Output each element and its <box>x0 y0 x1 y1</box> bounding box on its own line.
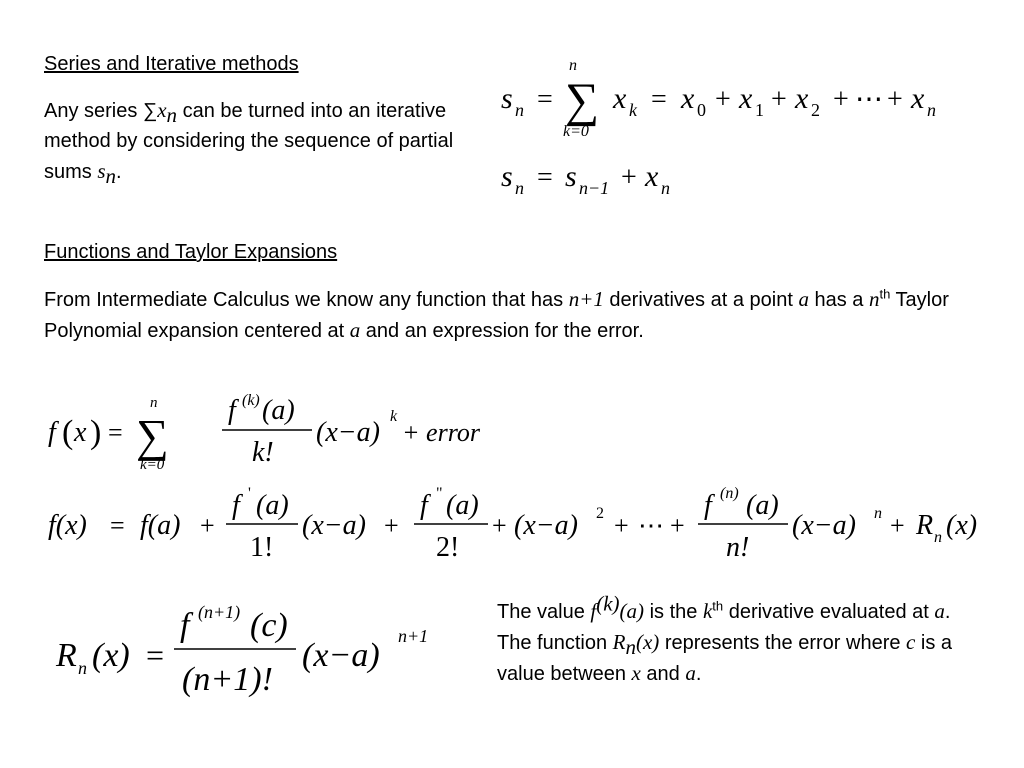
eq-symbol: s <box>501 82 513 115</box>
sup-k: (k) <box>596 591 620 616</box>
eq-symbol: f(a) <box>140 510 181 541</box>
series-paragraph <box>44 95 469 187</box>
sup-th: th <box>712 598 724 614</box>
eq-superscript: k <box>390 408 398 425</box>
eq-symbol: s <box>565 160 577 193</box>
eq-symbol: f <box>704 490 712 521</box>
sub-n: n <box>105 164 117 188</box>
eq-operator: + <box>614 511 629 540</box>
eq-subscript: n <box>78 658 87 678</box>
eq-symbol: R <box>916 510 934 541</box>
var-a: a <box>934 599 945 623</box>
eq-superscript: n <box>874 505 882 522</box>
eq-operator: = <box>537 162 553 193</box>
eq-symbol: x <box>739 82 753 115</box>
eq-paren: ( <box>62 414 74 451</box>
eq-operator: + <box>887 84 903 115</box>
eq-symbol: n! <box>726 532 750 563</box>
var-k: k <box>702 599 713 623</box>
eq-subscript: 0 <box>697 100 706 120</box>
eq-symbol: f(x) <box>48 510 87 541</box>
eq-symbol: (x−a) <box>302 637 380 674</box>
eq-subscript: n <box>515 178 524 198</box>
text: derivative evaluated at <box>723 601 935 623</box>
eq-symbol: (x−a) <box>302 510 366 541</box>
heading-series-iterative: Series and Iterative methods <box>44 53 299 75</box>
eq-subscript: 2 <box>811 100 820 120</box>
eq-subscript: n <box>927 100 936 120</box>
eq-symbol: 1! <box>250 532 274 563</box>
eq-paren: ) <box>90 414 102 451</box>
eq-symbol: f <box>232 490 240 521</box>
text: The value <box>497 601 591 623</box>
text: is a value between <box>497 632 953 685</box>
var-x: x <box>631 661 641 685</box>
eq-symbol: (a) <box>262 395 295 426</box>
eq-operator: + <box>670 511 685 540</box>
text: represents the error where <box>659 632 907 654</box>
equation-recurrence <box>495 150 715 200</box>
var-n-plus-1: n+1 <box>568 287 604 311</box>
var-x: x <box>157 98 167 122</box>
equation-taylor-expanded <box>44 482 994 572</box>
eq-symbol: x <box>911 82 925 115</box>
eq-symbol: + error <box>402 418 480 447</box>
eq-symbol: (x−a) <box>316 417 380 448</box>
eq-symbol: x <box>613 82 627 115</box>
eq-operator: + <box>200 511 215 540</box>
eq-symbol: R <box>56 637 77 674</box>
equation-remainder <box>52 594 452 709</box>
text: . <box>116 161 122 183</box>
text: From Intermediate Calculus we know any function that has <box>44 289 569 311</box>
eq-operator: = <box>537 84 553 115</box>
taylor-paragraph <box>44 284 984 346</box>
sum-lower-limit: k=0 <box>140 457 165 473</box>
eq-operator: = <box>651 84 667 115</box>
eq-subscript: n <box>661 178 670 198</box>
sum-sigma: ∑ <box>136 410 169 461</box>
eq-operator: + <box>384 511 399 540</box>
eq-symbol: f <box>228 395 236 426</box>
eq-symbol: x <box>681 82 695 115</box>
eq-symbol: (x) <box>92 637 130 674</box>
eq-operator: = <box>110 511 125 540</box>
sum-upper-limit: n <box>150 395 158 411</box>
eq-operator: + <box>621 162 637 193</box>
eq-superscript: n+1 <box>398 626 429 646</box>
var-a: a <box>349 318 361 342</box>
eq-dots: ⋯ <box>855 84 883 115</box>
eq-dots: ⋯ <box>638 511 664 540</box>
var-a: a <box>685 661 696 685</box>
eq-subscript: n <box>934 529 942 546</box>
eq-subscript: k <box>629 100 637 120</box>
text: is the <box>644 601 703 623</box>
eq-operator: = <box>146 637 165 673</box>
eq-symbol: f <box>420 490 428 521</box>
eq-symbol: x <box>795 82 809 115</box>
heading-taylor-expansions: Functions and Taylor Expansions <box>44 241 338 263</box>
text: . <box>695 663 702 685</box>
eq-symbol: (c) <box>250 607 288 644</box>
var-s: s <box>97 159 106 183</box>
text: and an expression for the error. <box>360 320 644 342</box>
eq-symbol: (x) <box>946 510 978 541</box>
var-a: (a) <box>619 599 645 623</box>
text: can be turned into an iterative method by considering the sequence of partial sums <box>44 100 454 183</box>
sum-symbol: ∑ <box>142 100 158 122</box>
eq-superscript: " <box>436 485 443 502</box>
equation-partial-sum <box>495 48 975 148</box>
eq-subscript: n <box>515 100 524 120</box>
eq-subscript: n−1 <box>579 178 610 198</box>
eq-operator: + <box>833 84 849 115</box>
text: Taylor Polynomial expansion centered at <box>44 289 949 342</box>
text: has a <box>808 289 869 311</box>
eq-superscript: 2 <box>596 505 604 522</box>
eq-symbol: f <box>180 607 190 644</box>
sub-n: n <box>625 635 636 659</box>
eq-symbol: s <box>501 160 513 193</box>
eq-symbol: (a) <box>746 490 779 521</box>
eq-operator: + <box>890 511 905 540</box>
eq-symbol: (a) <box>256 490 289 521</box>
eq-superscript: (n+1) <box>198 602 241 622</box>
var-n: n <box>868 287 880 311</box>
eq-symbol: (n+1)! <box>182 661 273 698</box>
sum-sigma: ∑ <box>565 74 600 127</box>
sub-n: n <box>166 103 178 127</box>
eq-symbol: x <box>74 417 87 448</box>
eq-superscript: ' <box>248 485 251 502</box>
note-paragraph <box>497 591 957 689</box>
eq-operator: + <box>771 84 787 115</box>
eq-symbol: (a) <box>446 490 479 521</box>
sum-upper-limit: n <box>569 57 577 74</box>
var-r: R <box>612 630 626 654</box>
equation-taylor-sum <box>44 385 484 480</box>
eq-symbol: (x−a) <box>514 510 578 541</box>
sup-th: th <box>879 286 891 302</box>
sum-lower-limit: k=0 <box>563 123 589 140</box>
text: derivatives at a point <box>603 289 799 311</box>
text: Any series <box>44 100 143 122</box>
eq-subscript: 1 <box>755 100 764 120</box>
eq-operator: + <box>715 84 731 115</box>
text: and <box>640 663 686 685</box>
text: . The function <box>497 601 951 654</box>
var-c: c <box>906 630 916 654</box>
eq-symbol: f <box>48 417 56 448</box>
eq-symbol: (x−a) <box>792 510 856 541</box>
eq-superscript: (k) <box>242 392 260 409</box>
eq-symbol: x <box>645 160 659 193</box>
var-a: a <box>798 287 809 311</box>
eq-symbol: k! <box>252 437 274 468</box>
eq-operator: + <box>492 511 507 540</box>
eq-superscript: (n) <box>720 485 739 502</box>
eq-operator: = <box>108 418 123 447</box>
var-x: (x) <box>635 630 660 654</box>
var-f: f <box>590 599 597 623</box>
eq-symbol: 2! <box>436 532 460 563</box>
